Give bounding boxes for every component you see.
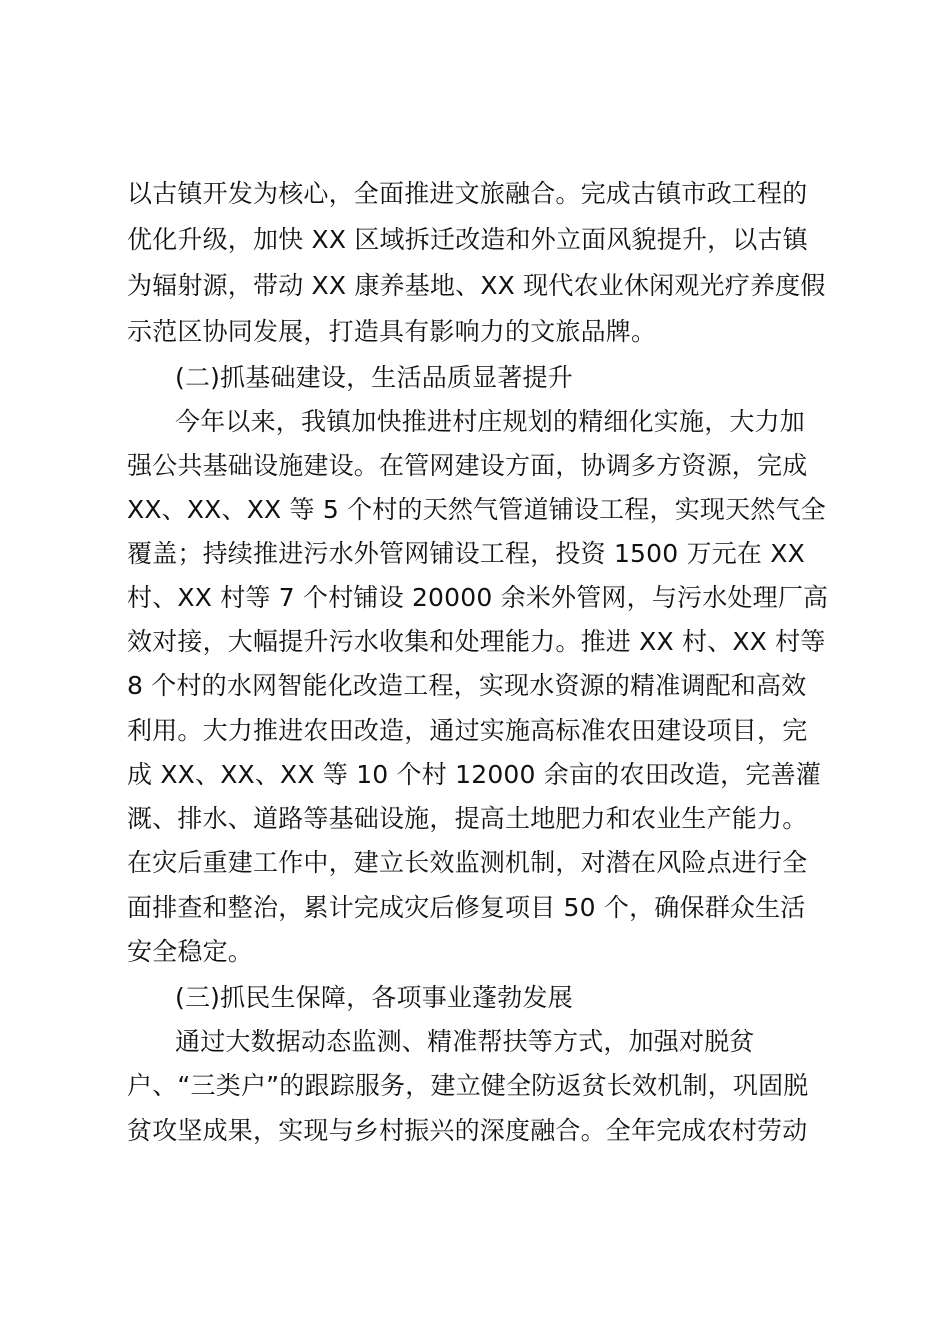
paragraph-line: 贫攻坚成果，实现与乡村振兴的深度融合。全年完成农村劳动 <box>127 1116 808 1145</box>
paragraph-line: 为辐射源，带动 XX 康养基地、XX 现代农业休闲观光疗养度假 <box>127 271 826 300</box>
paragraph-line: 村、XX 村等 7 个村铺设 20000 余米外管网，与污水处理厂高 <box>127 583 829 612</box>
paragraph-line: 在灾后重建工作中，建立长效监测机制，对潜在风险点进行全 <box>127 848 808 877</box>
paragraph-line: 利用。大力推进农田改造，通过实施高标准农田建设项目，完 <box>127 716 808 745</box>
paragraph-line: 覆盖；持续推进污水外管网铺设工程，投资 1500 万元在 XX <box>127 539 805 568</box>
section-heading: (二)抓基础建设，生活品质显著提升 <box>175 363 573 392</box>
paragraph-line: 8 个村的水网智能化改造工程，实现水资源的精准调配和高效 <box>127 671 807 700</box>
paragraph-line: 今年以来，我镇加快推进村庄规划的精细化实施，大力加 <box>175 407 806 436</box>
paragraph-line: 示范区协同发展，打造具有影响力的文旅品牌。 <box>127 317 657 346</box>
paragraph-line: 通过大数据动态监测、精准帮扶等方式，加强对脱贫 <box>175 1027 755 1056</box>
paragraph-line: 优化升级，加快 XX 区域拆迁改造和外立面风貌提升，以古镇 <box>127 225 808 254</box>
paragraph-line: 强公共基础设施建设。在管网建设方面，协调多方资源，完成 <box>127 451 808 480</box>
section-heading: (三)抓民生保障，各项事业蓬勃发展 <box>175 983 573 1012</box>
paragraph-line: XX、XX、XX 等 5 个村的天然气管道铺设工程，实现天然气全 <box>127 495 826 524</box>
paragraph-line: 成 XX、XX、XX 等 10 个村 12000 余亩的农田改造，完善灌 <box>127 760 821 789</box>
paragraph-line: 溉、排水、道路等基础设施，提高土地肥力和农业生产能力。 <box>127 804 808 833</box>
paragraph-line: 效对接，大幅提升污水收集和处理能力。推进 XX 村、XX 村等 <box>127 627 826 656</box>
paragraph-line: 户、“三类户”的跟踪服务，建立健全防返贫长效机制，巩固脱 <box>127 1071 809 1100</box>
paragraph-line: 面排查和整治，累计完成灾后修复项目 50 个，确保群众生活 <box>127 893 806 922</box>
paragraph-line: 安全稳定。 <box>127 937 254 966</box>
paragraph-line: 以古镇开发为核心，全面推进文旅融合。完成古镇市政工程的 <box>127 179 808 208</box>
